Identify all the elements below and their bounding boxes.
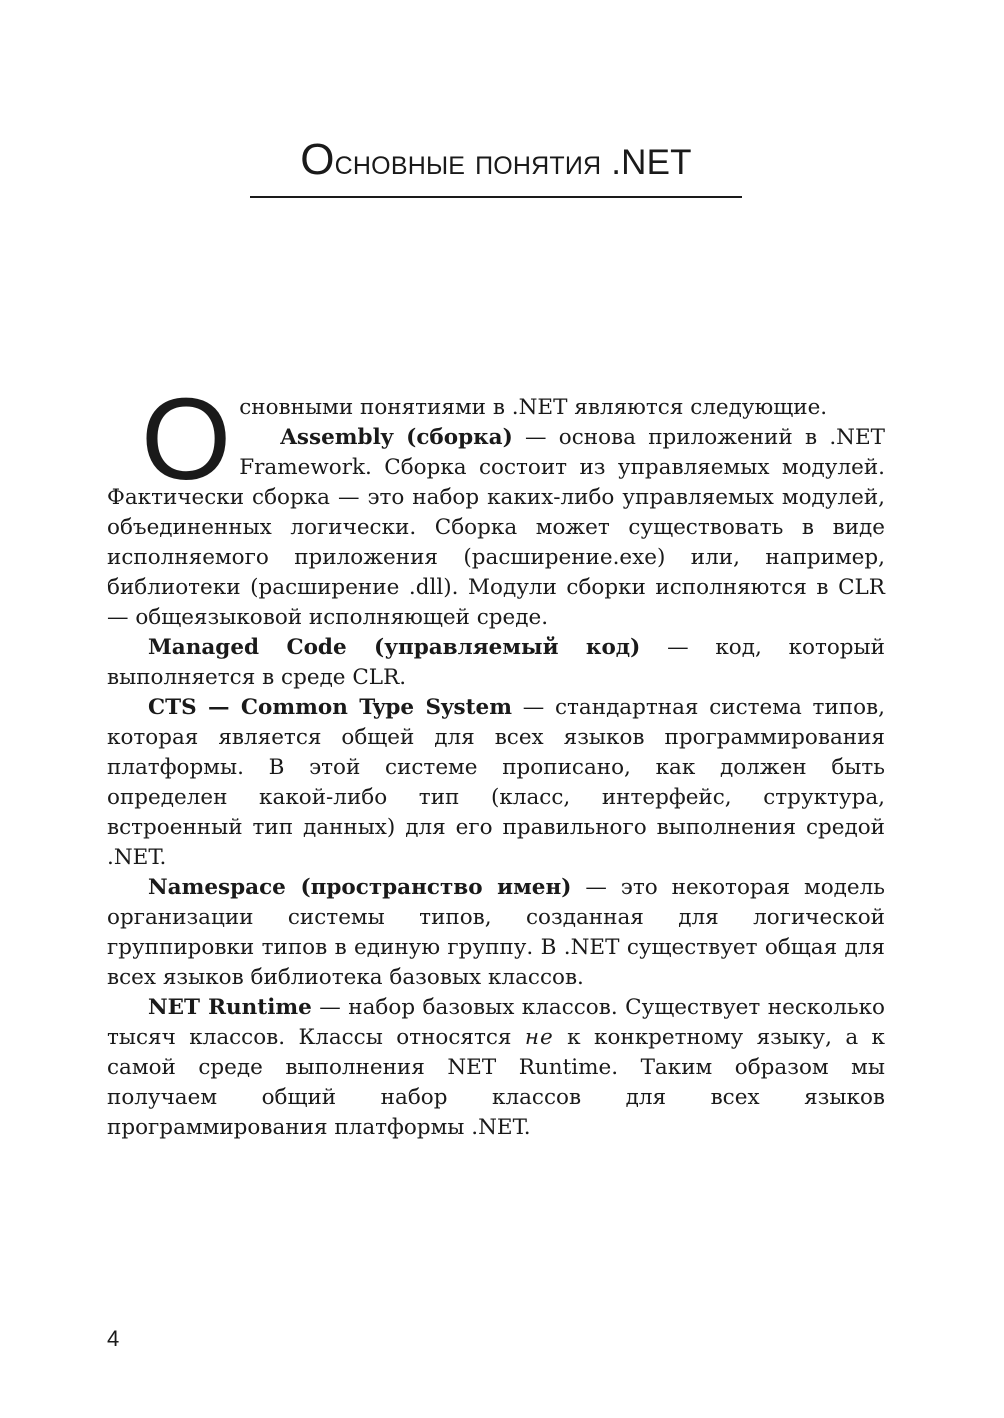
definition-cts: — стандартная система типов, которая является общей для всех языков программирования платформы. В этой системе прописано, как должен быть определен какой-либо тип (класс, интерфейс, структура, встроенный тип данных) для его правильного выполнения средой .NET.	[107, 695, 885, 870]
term-net-runtime: NET Runtime	[148, 995, 312, 1020]
drop-cap: О	[141, 374, 232, 504]
definition-paragraph-managed-code	[107, 633, 885, 693]
term-namespace: Namespace (пространство имен)	[148, 875, 572, 900]
term-assembly: Assembly (сборка)	[280, 425, 513, 450]
body-text	[107, 374, 886, 1143]
definition-paragraph-namespace	[107, 873, 885, 993]
term-managed-code: Managed Code (управляемый код)	[148, 635, 641, 660]
definition-namespace: — это некоторая модель организации системы типов, созданная для логической группировки типов в единую группу. В .NET существует общая для всех языков библиотека базовых классов.	[107, 875, 885, 990]
chapter-header	[250, 135, 742, 198]
emphasis-not: не	[524, 1025, 554, 1050]
page-number: 4	[107, 1326, 120, 1351]
chapter-title-rest: сновные понятия .NET	[334, 143, 692, 182]
chapter-title-initial: О	[300, 135, 335, 184]
definition-paragraph-cts	[107, 693, 885, 873]
definition-managed-code: — код, который выполняется в среде CLR.	[107, 635, 885, 690]
definition-assembly: — основа приложений в .NET Framework. Сборка состоит из управляемых модулей. Фактически сборка — это набор каких-либо управляемых модулей, объединенных логически. Сборка может существовать в виде исполняемого приложения (расширение.exe) или, например, библиотеки (расширение .dll). Модули сборки исполняются в CLR — общеязыковой исполняющей среде.	[107, 425, 886, 630]
intro-text: сновными понятиями в .NET являются следующие.	[239, 395, 828, 420]
chapter-title	[250, 135, 742, 184]
definition-net-runtime-before: — набор базовых классов. Существует несколько тысяч классов. Классы относятся	[107, 995, 885, 1050]
definition-paragraph-net-runtime	[107, 993, 885, 1143]
definition-net-runtime-after: к конкретному языку, а к самой среде выполнения NET Runtime. Таким образом мы получаем общий набор классов для всех языков программирования платформы .NET.	[107, 1025, 885, 1140]
term-cts: CTS — Common Type System	[148, 695, 512, 720]
